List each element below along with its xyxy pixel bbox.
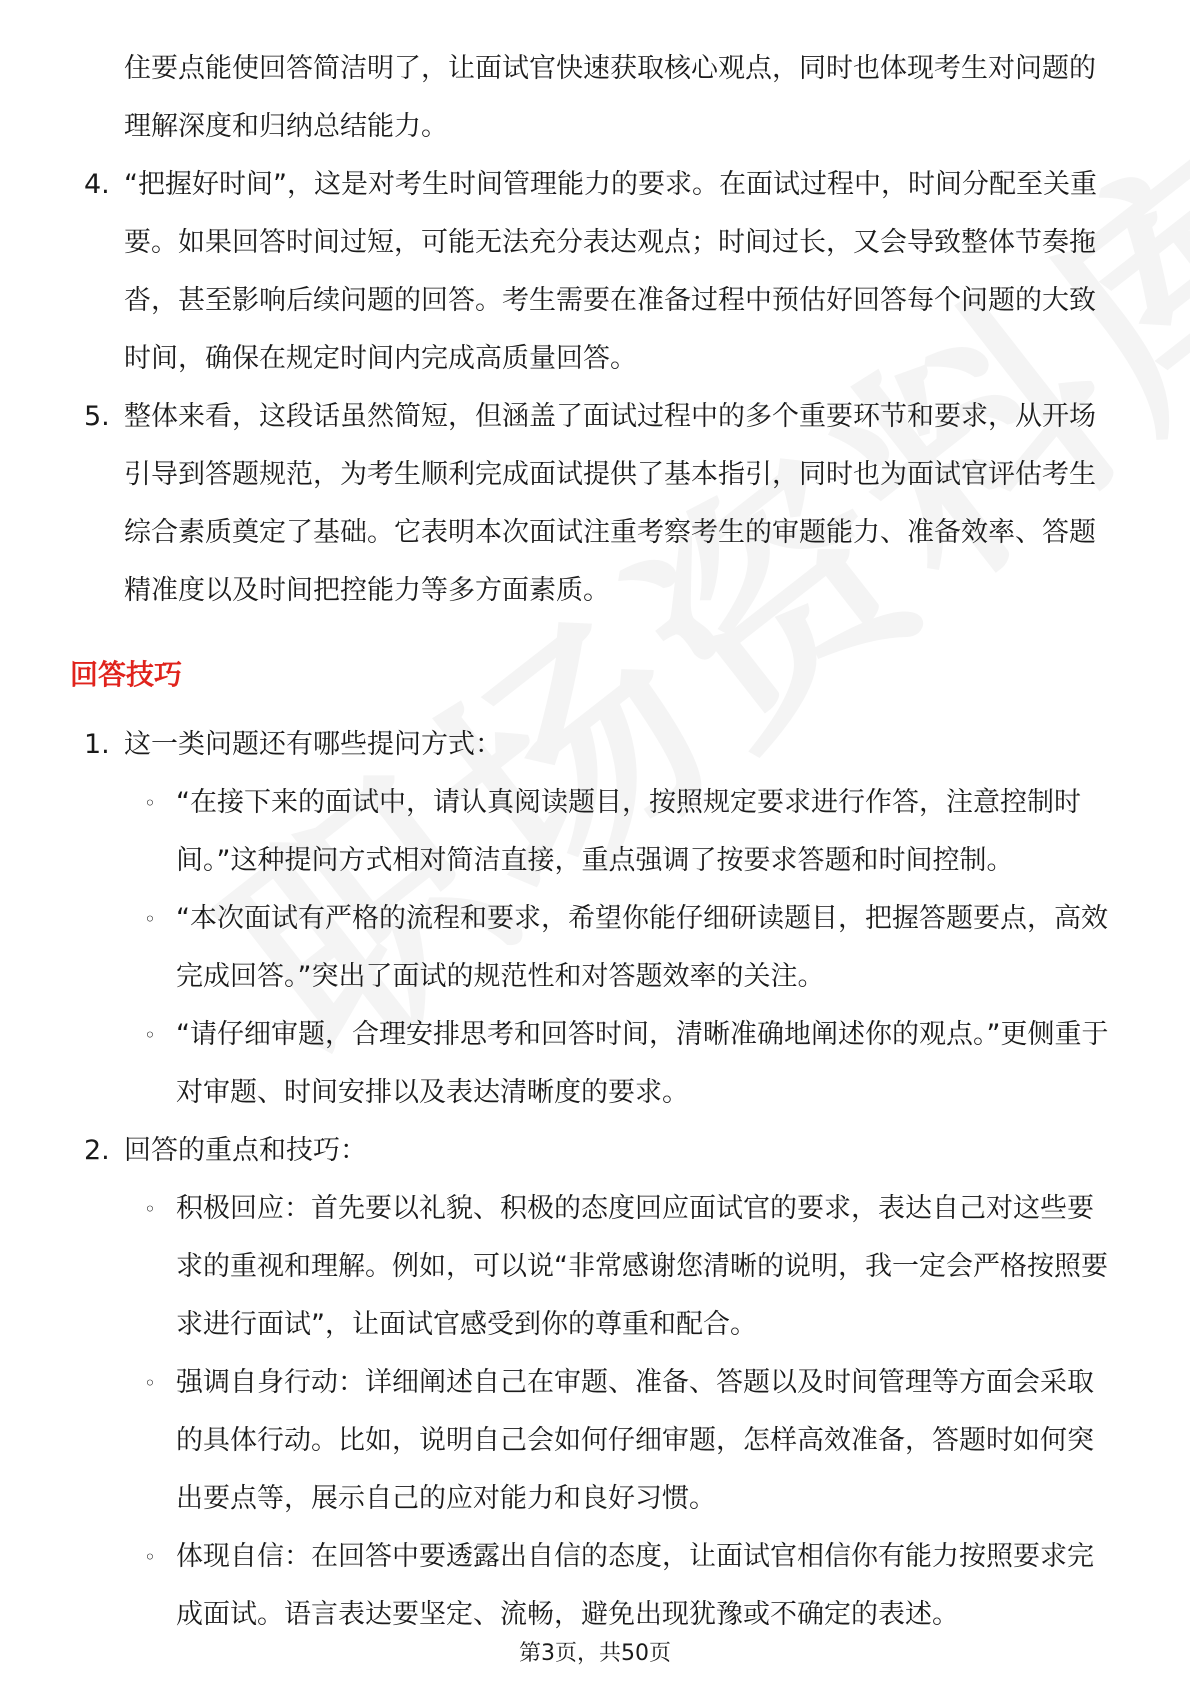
tip-item xyxy=(70,1122,1120,1644)
sub-list xyxy=(124,1180,1120,1644)
sub-item xyxy=(124,1528,1120,1644)
circle-bullet-icon: ◦ xyxy=(144,1545,156,1569)
analysis-item xyxy=(70,388,1120,620)
item-number: 4. xyxy=(84,169,110,200)
circle-bullet-icon: ◦ xyxy=(144,907,156,931)
section-heading: 回答技巧 xyxy=(70,658,183,691)
continued-paragraph: 住要点能使回答简洁明了，让面试官快速获取核心观点，同时也体现考生对问题的理解深度和归纳总结能力。 xyxy=(124,53,1096,142)
item-text: 整体来看，这段话虽然简短，但涵盖了面试过程中的多个重要环节和要求，从开场引导到答题规范，为考生顺利完成面试提供了基本指引，同时也为面试官评估考生综合素质奠定了基础。它表明本次面试注重考察考生的审题能力、准备效率、答题精准度以及时间把控能力等多方面素质。 xyxy=(124,401,1096,606)
sub-item xyxy=(124,1354,1120,1528)
tips-list xyxy=(70,716,1120,1644)
tip-title: 这一类问题还有哪些提问方式： xyxy=(124,729,502,760)
circle-bullet-icon: ◦ xyxy=(144,791,156,815)
page-content xyxy=(70,40,1120,1644)
sub-item-text: 强调自身行动：详细阐述自己在审题、准备、答题以及时间管理等方面会采取的具体行动。比如，说明自己会如何仔细审题，怎样高效准备，答题时如何突出要点等，展示自己的应对能力和良好习惯。 xyxy=(176,1367,1094,1514)
circle-bullet-icon: ◦ xyxy=(144,1197,156,1221)
item-number: 2. xyxy=(84,1135,110,1166)
item-number: 5. xyxy=(84,401,110,432)
sub-item-text: 积极回应：首先要以礼貌、积极的态度回应面试官的要求，表达自己对这些要求的重视和理解。例如，可以说“非常感谢您清晰的说明，我一定会严格按照要求进行面试”，让面试官感受到你的尊重和配合。 xyxy=(176,1193,1108,1340)
sub-item-text: 体现自信：在回答中要透露出自信的态度，让面试官相信你有能力按照要求完成面试。语言表达要坚定、流畅，避免出现犹豫或不确定的表述。 xyxy=(176,1541,1094,1630)
sub-item xyxy=(124,890,1120,1006)
sub-item xyxy=(124,774,1120,890)
item-text: “把握好时间”，这是对考生时间管理能力的要求。在面试过程中，时间分配至关重要。如果回答时间过短，可能无法充分表达观点；时间过长，又会导致整体节奏拖沓，甚至影响后续问题的回答。考生需要在准备过程中预估好回答每个问题的大致时间，确保在规定时间内完成高质量回答。 xyxy=(124,169,1097,374)
item-number: 1. xyxy=(84,729,110,760)
sub-item-text: “请仔细审题，合理安排思考和回答时间，清晰准确地阐述你的观点。”更侧重于对审题、时间安排以及表达清晰度的要求。 xyxy=(176,1019,1109,1108)
analysis-list xyxy=(70,156,1120,620)
tip-title: 回答的重点和技巧： xyxy=(124,1135,367,1166)
sub-item xyxy=(124,1006,1120,1122)
sub-list xyxy=(124,774,1120,1122)
circle-bullet-icon: ◦ xyxy=(144,1023,156,1047)
analysis-item xyxy=(70,156,1120,388)
tip-item xyxy=(70,716,1120,1122)
sub-item xyxy=(124,1180,1120,1354)
sub-item-text: “在接下来的面试中，请认真阅读题目，按照规定要求进行作答，注意控制时间。”这种提问方式相对简洁直接，重点强调了按要求答题和时间控制。 xyxy=(176,787,1081,876)
page-footer: 第3页，共50页 xyxy=(519,1641,671,1666)
circle-bullet-icon: ◦ xyxy=(144,1371,156,1395)
sub-item-text: “本次面试有严格的流程和要求，希望你能仔细研读题目，把握答题要点，高效完成回答。”突出了面试的规范性和对答题效率的关注。 xyxy=(176,903,1108,992)
